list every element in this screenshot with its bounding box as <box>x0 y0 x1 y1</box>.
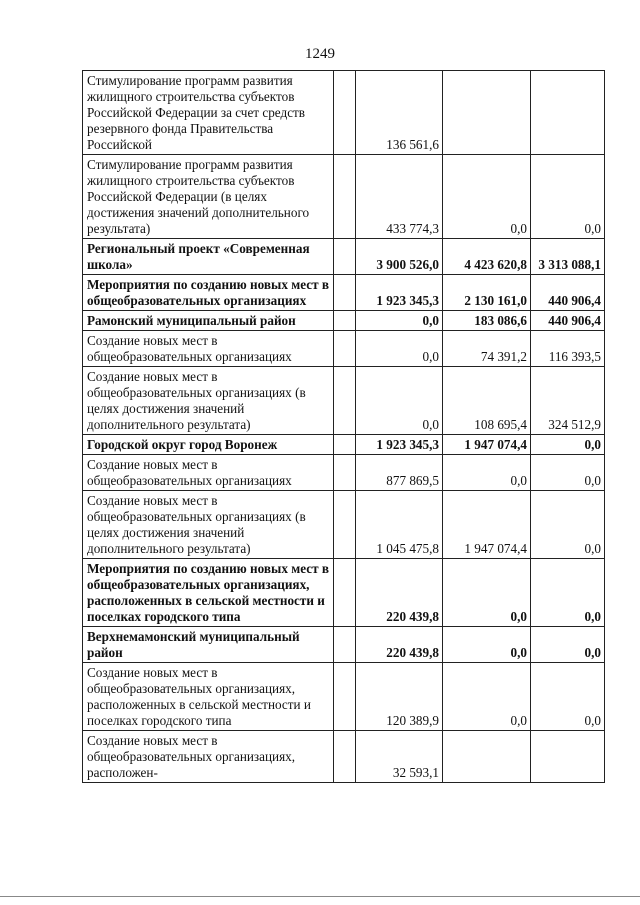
row-value-col1: 1 923 345,3 <box>356 275 443 311</box>
empty-cell <box>334 731 356 783</box>
table-row <box>83 155 605 239</box>
table-row <box>83 331 605 367</box>
row-value-col3: 440 906,4 <box>531 275 605 311</box>
row-value-col2: 4 423 620,8 <box>443 239 531 275</box>
row-description: Городской округ город Воронеж <box>83 435 334 455</box>
budget-table <box>82 70 605 783</box>
empty-cell <box>334 155 356 239</box>
row-description: Создание новых мест в общеобразовательных организациях, расположен- <box>83 731 334 783</box>
row-value-col1: 220 439,8 <box>356 627 443 663</box>
row-value-col2 <box>443 731 531 783</box>
row-value-col3: 3 313 088,1 <box>531 239 605 275</box>
empty-cell <box>334 559 356 627</box>
empty-cell <box>334 311 356 331</box>
row-value-col1: 0,0 <box>356 367 443 435</box>
row-description: Создание новых мест в общеобразовательных организациях <box>83 455 334 491</box>
row-value-col2: 0,0 <box>443 559 531 627</box>
row-value-col1: 0,0 <box>356 311 443 331</box>
row-description: Региональный проект «Современная школа» <box>83 239 334 275</box>
row-value-col3: 0,0 <box>531 455 605 491</box>
row-description: Создание новых мест в общеобразовательных организациях (в целях достижения значений дополнительного результата) <box>83 491 334 559</box>
empty-cell <box>334 239 356 275</box>
empty-cell <box>334 627 356 663</box>
row-value-col3 <box>531 71 605 155</box>
row-description: Создание новых мест в общеобразовательных организациях (в целях достижения значений дополнительного результата) <box>83 367 334 435</box>
row-description: Рамонский муниципальный район <box>83 311 334 331</box>
row-description: Мероприятия по созданию новых мест в общеобразовательных организациях, расположенных в сельской местности и поселках городского типа <box>83 559 334 627</box>
table-row <box>83 491 605 559</box>
row-value-col3: 116 393,5 <box>531 331 605 367</box>
row-value-col2: 183 086,6 <box>443 311 531 331</box>
row-value-col2 <box>443 71 531 155</box>
row-value-col2: 0,0 <box>443 663 531 731</box>
row-value-col3: 0,0 <box>531 627 605 663</box>
row-value-col1: 120 389,9 <box>356 663 443 731</box>
table-row <box>83 239 605 275</box>
row-value-col1: 433 774,3 <box>356 155 443 239</box>
row-description: Верхнемамонский муниципальный район <box>83 627 334 663</box>
row-value-col1: 3 900 526,0 <box>356 239 443 275</box>
row-description: Мероприятия по созданию новых мест в общеобразовательных организациях <box>83 275 334 311</box>
row-value-col3: 0,0 <box>531 155 605 239</box>
row-value-col2: 1 947 074,4 <box>443 491 531 559</box>
row-value-col2: 0,0 <box>443 455 531 491</box>
table-row <box>83 663 605 731</box>
row-value-col1: 32 593,1 <box>356 731 443 783</box>
row-description: Стимулирование программ развития жилищного строительства субъектов Российской Федерации (в целях достижения значений дополнительного результата) <box>83 155 334 239</box>
empty-cell <box>334 435 356 455</box>
table-row <box>83 435 605 455</box>
row-value-col3: 0,0 <box>531 663 605 731</box>
empty-cell <box>334 491 356 559</box>
row-description: Создание новых мест в общеобразовательных организациях, расположенных в сельской местности и поселках городского типа <box>83 663 334 731</box>
table-row <box>83 627 605 663</box>
row-value-col2: 108 695,4 <box>443 367 531 435</box>
row-description: Стимулирование программ развития жилищного строительства субъектов Российской Федерации за счет средств резервного фонда Правительства Российской <box>83 71 334 155</box>
empty-cell <box>334 663 356 731</box>
row-value-col3: 0,0 <box>531 559 605 627</box>
row-value-col2: 0,0 <box>443 155 531 239</box>
empty-cell <box>334 331 356 367</box>
row-value-col1: 220 439,8 <box>356 559 443 627</box>
row-value-col3 <box>531 731 605 783</box>
row-value-col3: 324 512,9 <box>531 367 605 435</box>
empty-cell <box>334 455 356 491</box>
empty-cell <box>334 275 356 311</box>
table-row <box>83 455 605 491</box>
empty-cell <box>334 367 356 435</box>
budget-table-body <box>83 71 605 783</box>
empty-cell <box>334 71 356 155</box>
row-value-col2: 1 947 074,4 <box>443 435 531 455</box>
page-number: 1249 <box>305 46 335 62</box>
row-description: Создание новых мест в общеобразовательных организациях <box>83 331 334 367</box>
row-value-col1: 1 923 345,3 <box>356 435 443 455</box>
table-row <box>83 731 605 783</box>
table-row <box>83 275 605 311</box>
row-value-col1: 877 869,5 <box>356 455 443 491</box>
row-value-col2: 2 130 161,0 <box>443 275 531 311</box>
row-value-col1: 0,0 <box>356 331 443 367</box>
row-value-col2: 0,0 <box>443 627 531 663</box>
row-value-col2: 74 391,2 <box>443 331 531 367</box>
table-row <box>83 559 605 627</box>
table-row <box>83 311 605 331</box>
table-row <box>83 367 605 435</box>
row-value-col3: 0,0 <box>531 435 605 455</box>
row-value-col1: 136 561,6 <box>356 71 443 155</box>
bottom-rule <box>0 896 640 897</box>
row-value-col3: 440 906,4 <box>531 311 605 331</box>
row-value-col1: 1 045 475,8 <box>356 491 443 559</box>
row-value-col3: 0,0 <box>531 491 605 559</box>
table-row <box>83 71 605 155</box>
